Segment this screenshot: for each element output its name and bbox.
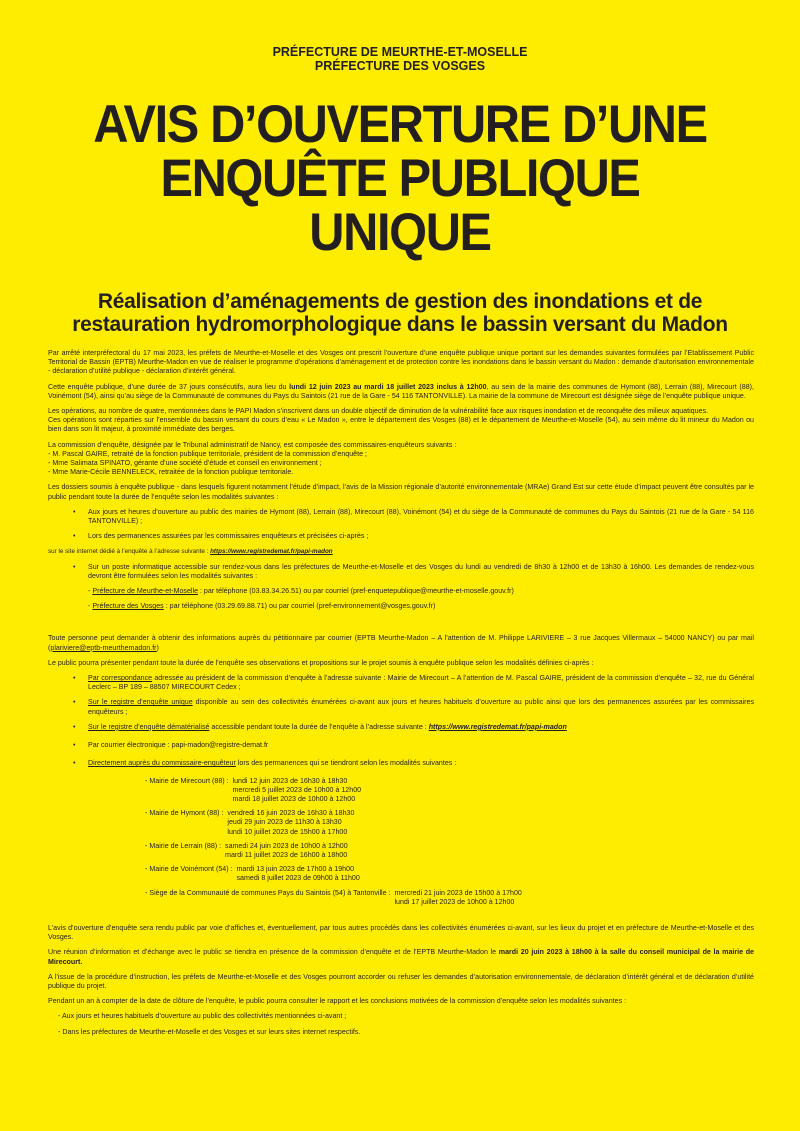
pref-vosges-contact: - Préfecture des Vosges : par téléphone (03.29.69.88.71) ou par courriel (pref-environnement@vosges.gouv.fr) xyxy=(88,602,436,611)
bullet-icon: • xyxy=(73,741,76,750)
list-item-label: Sur le registre d’enquête unique xyxy=(88,698,193,707)
list-item xyxy=(48,532,754,541)
bullet-icon: • xyxy=(73,532,76,541)
public-intro: Le public pourra présenter pendant toute la durée de l’enquête ses observations et propositions sur le projet soumis à enquête publique selon les modalités définies ci-après : xyxy=(48,658,594,667)
permanence-date: vendredi 16 juin 2023 de 16h30 à 18h30 xyxy=(227,809,355,818)
subtitle-line-1: Réalisation d’aménagements de gestion des inondations et de xyxy=(97,290,703,313)
permanence-location: - Mairie de Mirecourt (88) : xyxy=(145,776,233,785)
pref-meurthe-link[interactable]: Préfecture de Meurthe-et-Moselle xyxy=(92,587,199,596)
list-item-label: Sur le registre d’enquête dématérialisé xyxy=(88,722,210,731)
list-item-text: Par courrier électronique : papi-madon@registre-demat.fr xyxy=(88,741,269,750)
commission-paragraph xyxy=(48,441,754,478)
title-line-3: UNIQUE xyxy=(309,203,491,262)
reunion-paragraph xyxy=(48,948,754,966)
permanence-date: mardi 13 juin 2023 de 17h00 à 19h00 xyxy=(236,865,355,874)
pref-vosges-link[interactable]: Préfecture des Vosges xyxy=(92,602,164,611)
list-item xyxy=(48,674,754,692)
bullet-icon: • xyxy=(73,698,76,707)
list-item-text: Aux jours et heures d’ouverture au public des mairies de Hymont (88), Lerrain (88), Mirecourt (88), Voinémont (54) et du siège de la Communauté de communes du Pays du Saintois (21 rue de la Gare - 54 116 TANTONVILLE) ; xyxy=(88,507,754,526)
duree-text-end: , au sein de la mairie des communes de Hymont (88), Lerrain (88), Mirecourt (88), Voinémont (54), ainsi qu’au siège de la Communauté de communes du Pays du Saintois (21 rue de la Gare - 54 116 TANTONVILLE). La mairie de la commune de Mirecourt est désignée siège de l’enquête publique unique. xyxy=(48,382,754,400)
permanence-date: lundi 12 juin 2023 de 16h30 à 18h30 xyxy=(232,776,348,785)
title-line-2: ENQUÊTE PUBLIQUE xyxy=(160,149,640,208)
rapport-paragraph: Pendant un an à compter de la date de clôture de l’enquête, le public pourra consulter le rapport et les conclusions motivées de la commission d’enquête selon les modalités suivantes : xyxy=(48,997,627,1006)
list-item-text: Lors des permanences assurées par les commissaires enquêteurs et précisées ci-après ; xyxy=(88,532,369,541)
pref-vosges-text: : par téléphone (03.29.69.88.71) ou par courriel (pref-environnement@vosges.gouv.fr) xyxy=(163,602,436,611)
permanence-location: - Mairie de Hymont (88) : xyxy=(145,809,228,818)
prefecture-vosges: PRÉFECTURE DES VOSGES xyxy=(314,59,486,73)
prefecture-meurthe-et-moselle: PRÉFECTURE DE MEURTHE-ET-MOSELLE xyxy=(272,45,528,59)
list-item xyxy=(48,508,754,526)
permanence-date: mardi 18 juillet 2023 de 10h00 à 12h00 xyxy=(232,794,356,803)
arrete-paragraph: Par arrêté interpréfectoral du 17 mai 2023, les préfets de Meurthe-et-Moselle et des Vosges ont prescrit l’ouverture d’une enquête publique unique portant sur les demandes suivantes formulées par l’Etablissement Public Territorial de Bassin (EPTB) Meurthe-Madon en vue de réaliser le programme d’opérations d’aménagement et de protection contre les inondations dans le bassin versant du Madon : demande d’autorisation environnementale - déclaration d’utilité publique - déclaration d’intérêt général. xyxy=(48,349,754,376)
pref-meurthe-text: : par téléphone (03.83.34.26.51) ou par courriel (pref-enquetepublique@meurthe-et-moselle.gouv.fr) xyxy=(198,587,514,596)
title-line-1: AVIS D’OUVERTURE D’UNE xyxy=(93,95,707,154)
reunion-text: Une réunion d’information et d’échange avec le public se tiendra en présence de la commission d’enquête et de l’EPTB Meurthe-Madon le xyxy=(48,948,499,957)
notice-body xyxy=(48,349,754,1043)
list-item xyxy=(48,741,754,750)
permanence-date: mercredi 21 juin 2023 de 15h00 à 17h00 xyxy=(394,888,522,897)
prefectures-header xyxy=(0,45,800,73)
permanence-date: mercredi 5 juillet 2023 de 10h00 à 12h00 xyxy=(232,785,362,794)
permanence-location: - Mairie de Lerrain (88) : xyxy=(145,841,226,850)
commission-intro: La commission d’enquête, désignée par le Tribunal administratif de Nancy, est composée des commissaires-enquêteurs suivants : xyxy=(48,440,457,449)
bullet-icon: • xyxy=(73,722,76,731)
list-item-label: Directement auprès du commissaire-enquêteur xyxy=(88,759,236,768)
commission-member: - M. Pascal GAIRE, retraité de la fonction publique territoriale, président de la commission d’enquête ; xyxy=(48,449,367,458)
duree-text: Cette enquête publique, d’une durée de 37 jours consécutifs, aura lieu du xyxy=(48,382,290,391)
commission-member: - Mme Marie-Cécile BENNELECK, retraitée de la fonction publique territoriale. xyxy=(48,468,294,477)
permanence-date: samedi 24 juin 2023 de 10h00 à 12h00 xyxy=(225,841,348,850)
duree-paragraph xyxy=(48,383,754,401)
info-email-link[interactable]: plariviere@eptb-meurthemadon.fr xyxy=(50,643,157,652)
permanence-saintois xyxy=(48,889,754,907)
reunion-date: mardi 20 juin 2023 à 18h00 à la salle du conseil municipal de la mairie de Mirecourt. xyxy=(48,948,755,966)
bullet-icon: • xyxy=(73,507,76,516)
permanence-date: samedi 8 juillet 2023 de 09h00 à 11h00 xyxy=(236,874,360,883)
list-item-text: lors des permanences qui se tiendront selon les modalités suivantes : xyxy=(235,759,457,768)
subtitle-line-2: restauration hydromorphologique dans le bassin versant du Madon xyxy=(72,313,728,336)
duree-dates: lundi 12 juin 2023 au mardi 18 juillet 2023 inclus à 12h00 xyxy=(289,382,487,391)
list-item-text: Sur un poste informatique accessible sur rendez-vous dans les préfectures de Meurthe-et-Moselle et des Vosges du lundi au vendredi de 8h30 à 12h00 et de 13h30 à 16h00. Les demandes de rendez-vous devront être formulées selon les modalités suivantes : xyxy=(88,562,754,580)
site-text: sur le site internet dédié à l’enquête à l’adresse suivante : xyxy=(48,548,211,556)
info-paragraph xyxy=(48,634,754,652)
list-item-text: accessible pendant toute la durée de l’enquête à l’adresse suivante : xyxy=(209,722,429,731)
permanence-voinemont xyxy=(48,865,754,883)
permanence-location: - Mairie de Voinémont (54) : xyxy=(145,865,237,874)
issue-paragraph: A l’issue de la procédure d’instruction, les préfets de Meurthe-et-Moselle et des Vosges pourront accorder ou refuser les demandes d’autorisation environnementale, de déclaration d’intérêt général et de déclaration d’utilité publique du projet. xyxy=(48,972,754,990)
operations-paragraph xyxy=(48,407,754,435)
bullet-icon: • xyxy=(73,759,76,768)
registre-link[interactable]: https://www.registredemat.fr/papi-madon xyxy=(428,722,567,731)
pref-meurthe-contact: - Préfecture de Meurthe-et-Moselle : par téléphone (03.83.34.26.51) ou par courriel (pref-enquetepublique@meurthe-et-moselle.gouv.fr) xyxy=(88,587,514,596)
list-item-text: disponible au sein des collectivités énumérées ci-avant aux jours et heures habituels d’ouverture au public ainsi que lors des permanences assurées par les commissaires enquêteurs ; xyxy=(88,698,754,716)
rapport-item: - Aux jours et heures habituels d’ouverture au public des collectivités mentionnées ci-avant ; xyxy=(58,1012,347,1021)
bullet-icon: • xyxy=(73,562,76,571)
operations-text-2: Ces opérations sont réparties sur l’ensemble du bassin versant du cours d’eau « Le Madon », entre le département des Vosges (88) et le département de Meurthe-et-Moselle (54), au sein même du lit mineur du Madon ou bien dans son lit majeur, à proximité immédiate des berges. xyxy=(48,416,754,434)
operations-text-1: Les opérations, au nombre de quatre, mentionnées dans le PAPI Madon s’inscrivent dans un double objectif de diminution de la vulnérabilité face aux risques inondation et de reconquête des milieux aquatiques. xyxy=(48,407,709,416)
list-item xyxy=(48,698,754,716)
affichage-paragraph: L’avis d’ouverture d’enquête sera rendu public par voie d’affiches et, éventuellement, par tous autres procédés dans les collectivités énumérées ci-avant, sur les lieux du projet et en préfecture de Meurthe-et-Moselle et des Vosges. xyxy=(48,923,754,942)
page-subtitle xyxy=(0,290,800,336)
permanence-lerrain xyxy=(48,842,754,860)
list-item xyxy=(48,563,754,581)
permanence-location: - Siège de la Communauté de communes Pays du Saintois (54) à Tantonville : xyxy=(145,888,395,897)
bullet-icon: • xyxy=(73,674,76,683)
permanence-date: mardi 11 juillet 2023 de 16h00 à 18h00 xyxy=(225,850,348,859)
dossiers-paragraph: Les dossiers soumis à enquête publique - dans lesquels figurent notamment l’étude d’impact, l’avis de la Mission régionale d’autorité environnementale (MRAe) Grand Est sur cette étude d’impact peuvent être consultés par le public pendant toute la durée de l’enquête selon les modalités suivantes : xyxy=(48,483,754,501)
permanence-hymont xyxy=(48,809,754,837)
info-text-end: ) xyxy=(156,643,159,652)
commission-member: - Mme Salimata SPINATO, gérante d’une société d’étude et conseil en environnement ; xyxy=(48,459,322,468)
list-item-text: adressée au président de la commission d’enquête à l’adresse suivante : Mairie de Mirecourt – A l’attention de M. Pascal GAIRE, président de la commission d’enquête – 32, rue du Général Leclerc – BP 189 – 88507 MIRECOURT Cedex ; xyxy=(88,674,754,692)
page-title xyxy=(32,95,768,262)
list-item xyxy=(48,723,754,732)
list-item xyxy=(48,759,754,768)
list-item-label: Par correspondance xyxy=(88,674,153,683)
registre-link[interactable]: https://www.registredemat.fr/papi-madon xyxy=(210,548,333,556)
permanence-mirecourt xyxy=(48,777,754,805)
permanence-date: jeudi 29 juin 2023 de 11h30 à 13h30 xyxy=(227,818,342,827)
permanence-date: lundi 17 juillet 2023 de 10h00 à 12h00 xyxy=(394,897,515,906)
site-line xyxy=(48,547,754,556)
permanence-date: lundi 10 juillet 2023 de 15h00 à 17h00 xyxy=(227,827,348,836)
rapport-item: - Dans les préfectures de Meurthe-et-Moselle et des Vosges et sur leurs sites internet respectifs. xyxy=(58,1027,361,1036)
info-text: Toute personne peut demander à obtenir des informations auprès du pétitionnaire par courrier (EPTB Meurthe-Madon – A l’attention de M. Philippe LARIVIERE – 3 rue Jacques Villermaux – 54000 NANCY) ou par mail ( xyxy=(48,634,754,652)
